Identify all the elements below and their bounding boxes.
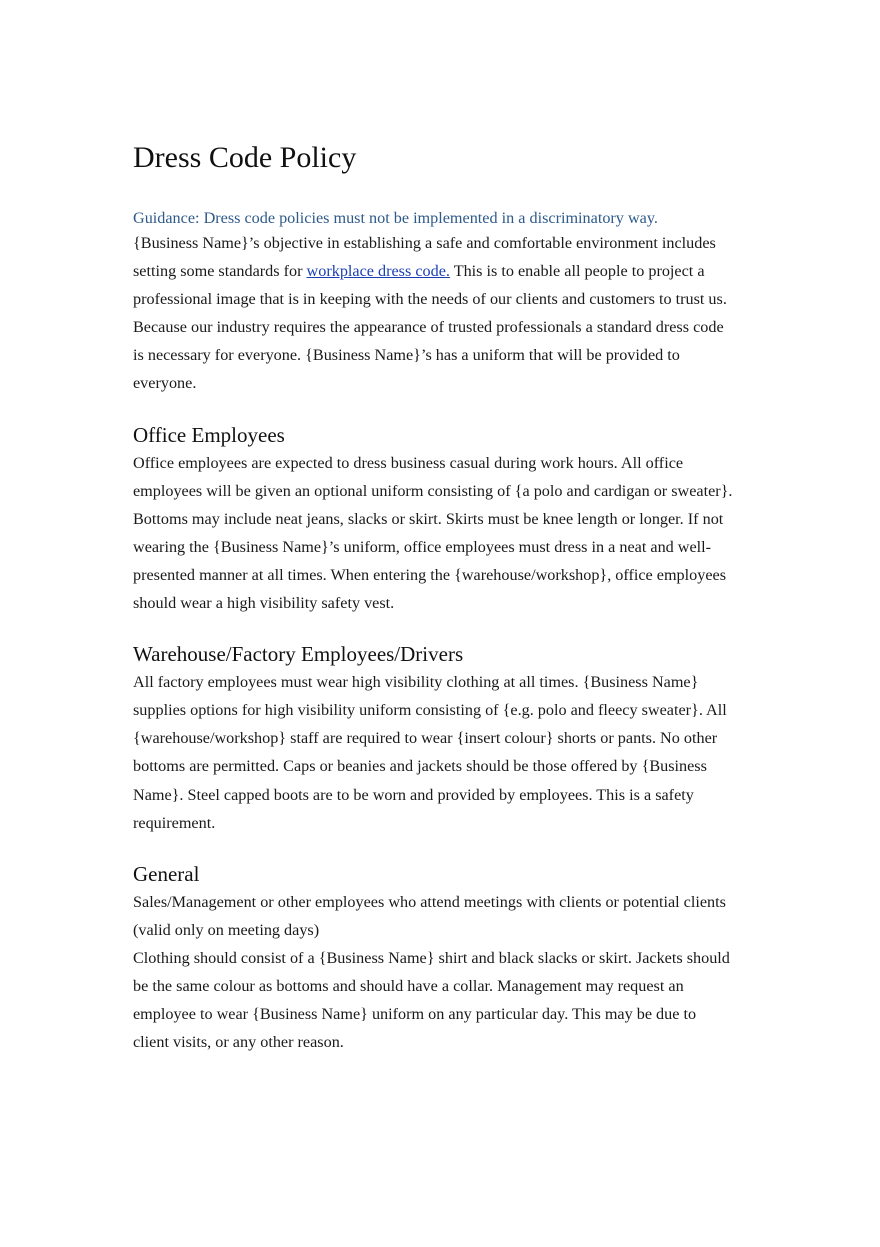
office-employees-heading: Office Employees: [133, 422, 285, 447]
general-heading: General: [133, 861, 200, 886]
page-title: Dress Code Policy: [133, 141, 357, 174]
warehouse-employees-heading: Warehouse/Factory Employees/Drivers: [133, 642, 464, 667]
general-sales-paragraph: Sales/Management or other employees who attend meetings with clients or potential clients (valid only on meeting days): [133, 892, 726, 939]
warehouse-employees-paragraph: All factory employees must wear high visibility clothing at all times. {Business Name} supplies options for high visibility uniform consisting of {e.g. polo and fleecy sweater}. All {warehouse/workshop} staff are required to wear {insert colour} shorts or pants. No other bottoms are permitted. Caps or beanies and jackets should be those offered by {Business Name}. Steel capped boots are to be worn and provided by employees. This is a safety requirement.: [133, 673, 727, 832]
general-clothing-paragraph: Clothing should consist of a {Business Name} shirt and black slacks or skirt. Jackets should be the same colour as bottoms and should have a collar. Management may request an employee to wear {Business Name} uniform on any particular day. This may be due to client visits, or any other reason.: [133, 948, 730, 1052]
office-employees-paragraph: Office employees are expected to dress business casual during work hours. All office employees will be given an optional uniform consisting of {a polo and cardigan or sweater}. Bottoms may include neat jeans, slacks or skirt. Skirts must be knee length or longer. If not wearing the {Business Name}’s uniform, office employees must dress in a neat and well-presented manner at all times. When entering the {warehouse/workshop}, office employees should wear a high visibility safety vest.: [133, 453, 733, 613]
workplace-dress-code-link[interactable]: workplace dress code.: [306, 262, 450, 281]
guidance-note: Guidance: Dress code policies must not be implemented in a discriminatory way.: [133, 209, 658, 227]
intro-paragraph: [133, 229, 733, 398]
document-page: [133, 138, 733, 1056]
intro-text-after-link: This is to enable all people to project a professional image that is in keeping with the needs of our clients and customers to trust us. Because our industry requires the appearance of trusted professionals a standard dress code is necessary for everyone. {Business Name}’s has a uniform that will be provided to everyone.: [133, 262, 727, 393]
intro-text-before-link: {Business Name}’s objective in establishing a safe and comfortable environment includes setting some standards for: [133, 234, 716, 281]
